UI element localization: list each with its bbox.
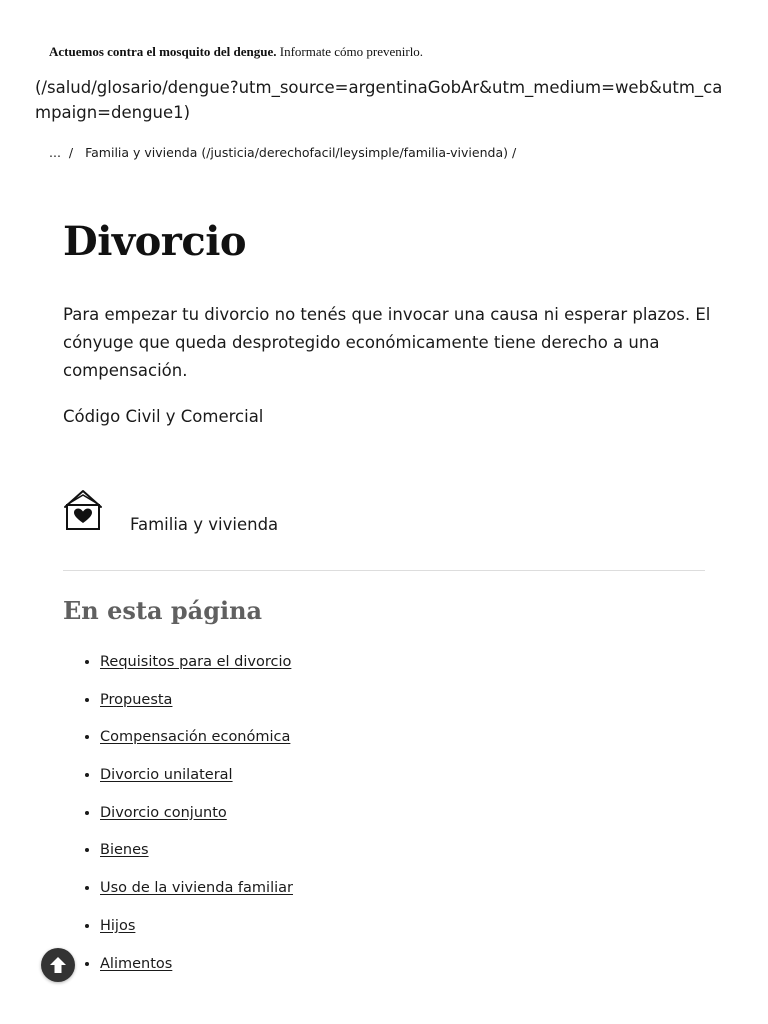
breadcrumb bbox=[49, 145, 516, 160]
alert-link-url[interactable]: (/salud/glosario/dengue?utm_source=argentinaGobAr&utm_medium=web&utm_campaign=dengue1) bbox=[35, 78, 723, 122]
list-item bbox=[100, 950, 293, 988]
category-label: Familia y vivienda bbox=[130, 515, 279, 534]
toc-link-hijos[interactable]: Hijos bbox=[100, 917, 136, 934]
toc-link-requisitos[interactable]: Requisitos para el divorcio bbox=[100, 654, 292, 670]
divider bbox=[63, 570, 705, 571]
list-item bbox=[100, 723, 293, 761]
list-item bbox=[100, 836, 293, 874]
breadcrumb-trailing-separator: / bbox=[511, 145, 517, 160]
house-heart-icon bbox=[63, 488, 103, 532]
toc-title: En esta página bbox=[63, 596, 263, 625]
code-reference: Código Civil y Comercial bbox=[63, 407, 264, 426]
toc-link-alimentos[interactable]: Alimentos bbox=[100, 955, 173, 972]
list-item bbox=[100, 912, 293, 950]
page-lead: Para empezar tu divorcio no tenés que invocar una causa ni esperar plazos. El cónyuge que queda desprotegido económicamente tiene derecho a una compensación. bbox=[63, 305, 711, 380]
toc-link-bienes[interactable]: Bienes bbox=[100, 842, 149, 859]
arrow-up-icon bbox=[47, 954, 69, 976]
breadcrumb-separator: / bbox=[68, 145, 74, 160]
toc-list bbox=[63, 648, 293, 987]
back-to-top-button[interactable] bbox=[41, 948, 75, 982]
alert-text: Informate cómo prevenirlo. bbox=[276, 44, 424, 59]
toc-link-vivienda[interactable]: Uso de la vivienda familiar bbox=[100, 880, 293, 897]
alert-strong-text: Actuemos contra el mosquito del dengue. bbox=[49, 44, 277, 59]
toc-link-conjunto[interactable]: Divorcio conjunto bbox=[100, 804, 227, 821]
list-item bbox=[100, 874, 293, 912]
list-item bbox=[100, 761, 293, 799]
dengue-alert-banner[interactable] bbox=[49, 44, 423, 60]
breadcrumb-ellipsis[interactable]: ... bbox=[49, 145, 61, 160]
toc-link-propuesta[interactable]: Propuesta bbox=[100, 691, 173, 708]
toc-link-compensacion[interactable]: Compensación económica bbox=[100, 729, 291, 746]
list-item bbox=[100, 648, 293, 686]
category-tag[interactable] bbox=[63, 488, 705, 538]
list-item bbox=[100, 799, 293, 837]
list-item bbox=[100, 686, 293, 724]
breadcrumb-item-familia-vivienda[interactable]: Familia y vivienda (/justicia/derechofacil/leysimple/familia-vivienda) bbox=[85, 145, 508, 160]
page-title: Divorcio bbox=[63, 218, 247, 265]
toc-link-unilateral[interactable]: Divorcio unilateral bbox=[100, 767, 233, 784]
